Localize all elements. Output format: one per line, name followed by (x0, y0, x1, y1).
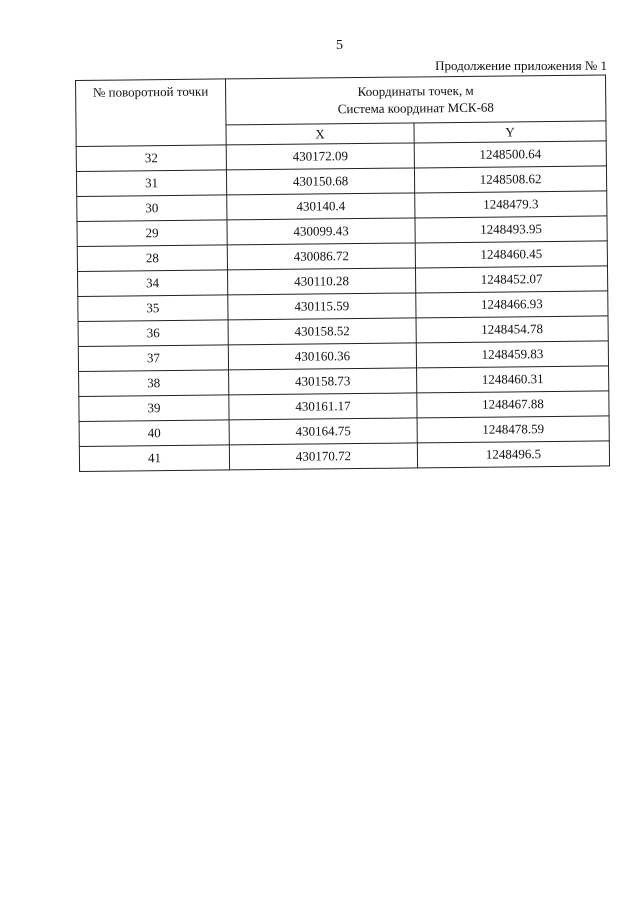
point-number-cell: 30 (77, 195, 227, 222)
point-number-cell: 29 (77, 220, 227, 247)
point-number-cell: 28 (77, 245, 227, 272)
x-coordinate-cell: 430158.73 (229, 368, 417, 395)
point-number-cell: 34 (78, 270, 228, 297)
x-coordinate-cell: 430170.72 (229, 443, 417, 470)
x-coordinate-cell: 430115.59 (228, 293, 416, 320)
point-number-cell: 32 (76, 145, 226, 172)
header-coordinates-title: Координаты точек, м (357, 82, 474, 100)
point-number-cell: 41 (79, 445, 229, 472)
y-coordinate-cell: 1248500.64 (414, 141, 606, 168)
point-number-cell: 35 (78, 295, 228, 322)
x-coordinate-cell: 430150.68 (226, 168, 414, 195)
coordinates-table (75, 74, 610, 472)
y-coordinate-cell: 1248493.95 (415, 216, 607, 243)
x-coordinate-cell: 430158.52 (228, 318, 416, 345)
y-coordinate-cell: 1248459.83 (416, 341, 608, 368)
page-number: 5 (336, 38, 343, 53)
x-coordinate-cell: 430164.75 (229, 418, 417, 445)
x-coordinate-cell: 430160.36 (228, 343, 416, 370)
point-number-cell: 37 (78, 345, 228, 372)
point-number-cell: 38 (79, 370, 229, 397)
header-coordinates (225, 75, 605, 125)
point-number-cell: 40 (79, 420, 229, 447)
continuation-note: Продолжение приложения № 1 (435, 58, 607, 73)
x-coordinate-cell: 430140.4 (227, 193, 415, 220)
y-coordinate-cell: 1248454.78 (416, 316, 608, 343)
header-y: Y (414, 121, 606, 143)
x-coordinate-cell: 430086.72 (227, 243, 415, 270)
header-x: X (226, 123, 414, 145)
y-coordinate-cell: 1248467.88 (417, 391, 609, 418)
y-coordinate-cell: 1248479.3 (415, 191, 607, 218)
point-number-cell: 36 (78, 320, 228, 347)
y-coordinate-cell: 1248466.93 (416, 291, 608, 318)
y-coordinate-cell: 1248452.07 (415, 266, 607, 293)
y-coordinate-cell: 1248478.59 (417, 416, 609, 443)
x-coordinate-cell: 430172.09 (226, 143, 414, 170)
header-coordinate-system: Система координат МСК-68 (337, 99, 494, 117)
x-coordinate-cell: 430099.43 (227, 218, 415, 245)
y-coordinate-cell: 1248460.31 (417, 366, 609, 393)
point-number-cell: 31 (76, 170, 226, 197)
x-coordinate-cell: 430161.17 (229, 393, 417, 420)
table-row (79, 441, 609, 472)
header-point-number: № поворотной точки (76, 79, 227, 147)
x-coordinate-cell: 430110.28 (227, 268, 415, 295)
point-number-cell: 39 (79, 395, 229, 422)
y-coordinate-cell: 1248460.45 (415, 241, 607, 268)
y-coordinate-cell: 1248496.5 (417, 441, 609, 468)
y-coordinate-cell: 1248508.62 (414, 166, 606, 193)
